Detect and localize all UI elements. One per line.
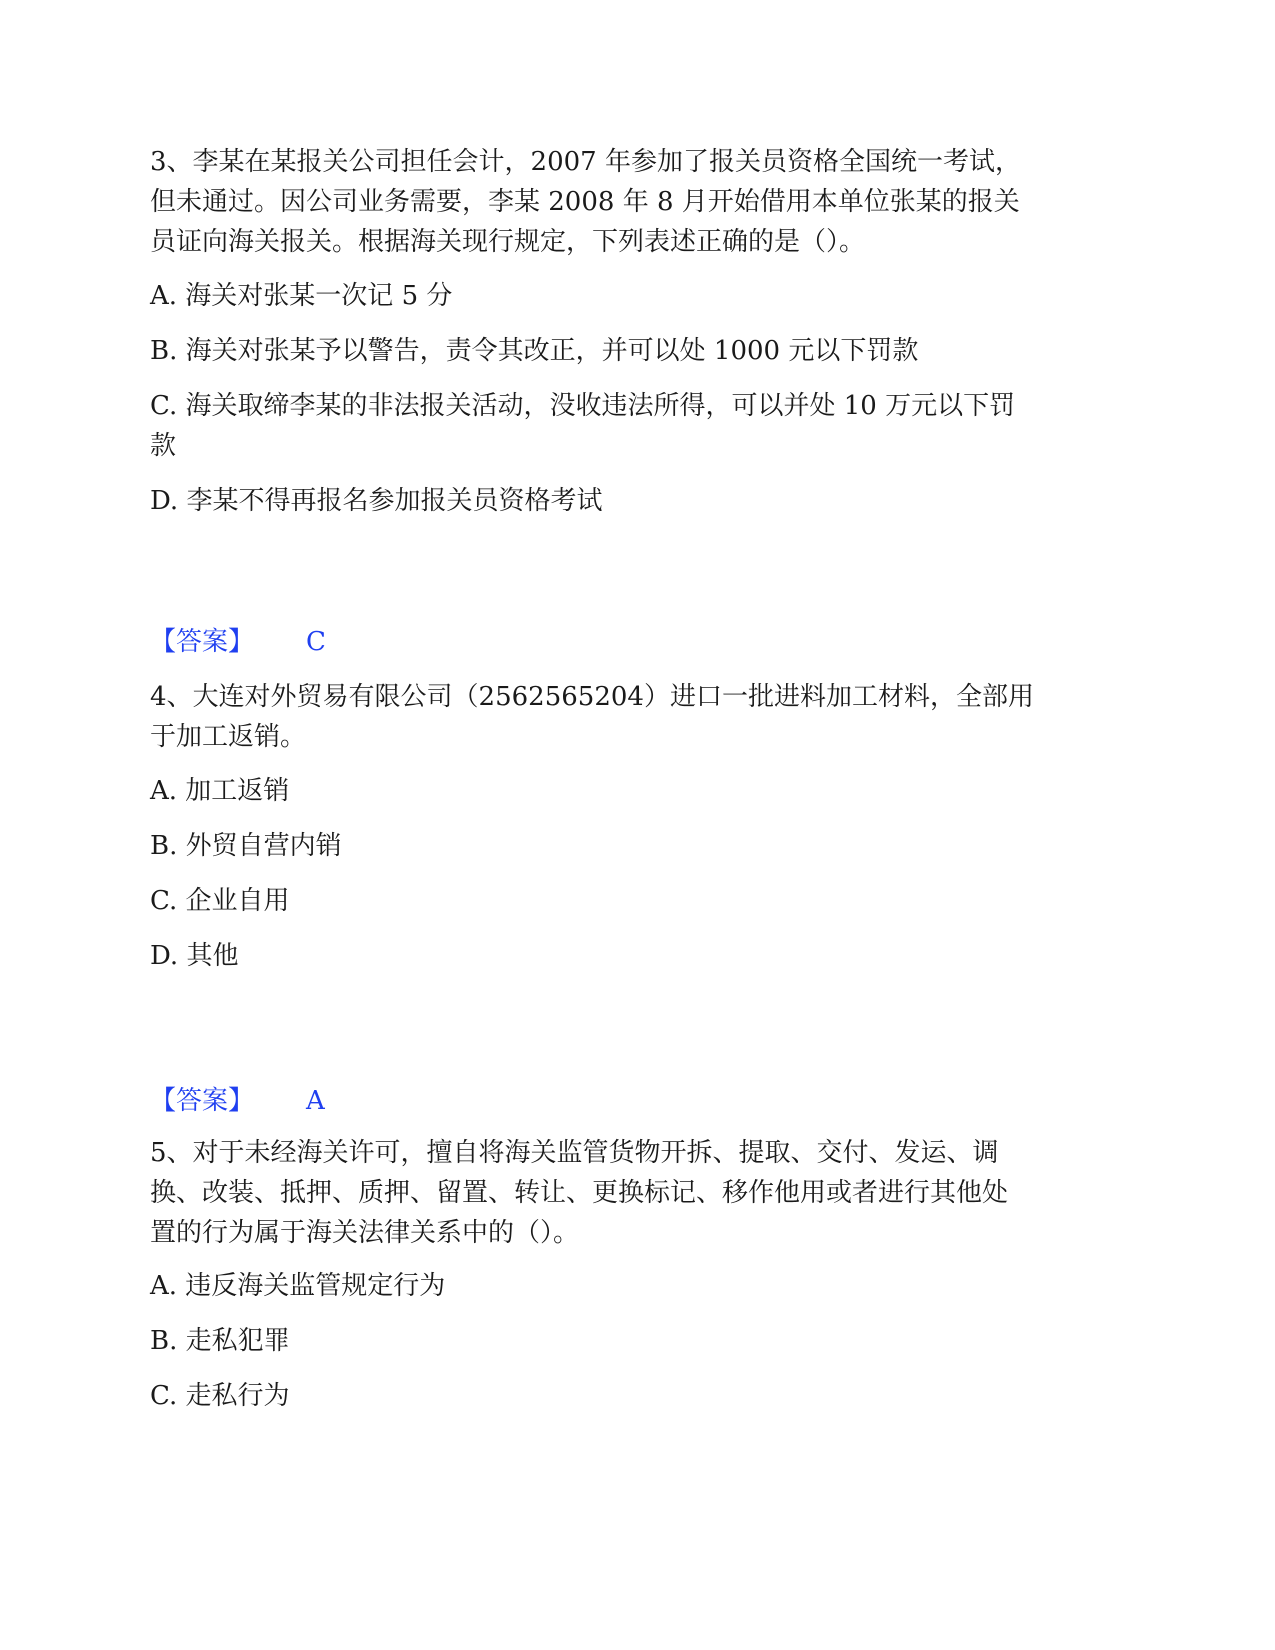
- answer-value: C: [306, 627, 326, 657]
- question-3-stem-line-1: 3、李某在某报关公司担任会计，2007 年参加了报关员资格全国统一考试，: [150, 147, 1021, 177]
- question-5-stem-line-1: 5、对于未经海关许可，擅自将海关监管货物开拆、提取、交付、发运、调: [150, 1138, 999, 1168]
- question-3-stem-line-3: 员证向海关报关。根据海关现行规定，下列表述正确的是（）。: [150, 227, 866, 257]
- question-3-option-c-line-1: C. 海关取缔李某的非法报关活动，没收违法所得，可以并处 10 万元以下罚: [150, 391, 1016, 421]
- answer-label: 【答案】: [150, 1086, 255, 1116]
- question-4-stem-line-1: 4、大连对外贸易有限公司（2562565204）进口一批进料加工材料，全部用: [150, 682, 1034, 712]
- question-4-option-c: C. 企业自用: [150, 886, 290, 916]
- question-3-option-a: A. 海关对张某一次记 5 分: [150, 281, 453, 311]
- answer-value: A: [306, 1086, 325, 1116]
- question-4-stem-line-2: 于加工返销。: [150, 722, 307, 752]
- question-5-option-a: A. 违反海关监管规定行为: [150, 1271, 446, 1301]
- question-5-option-c: C. 走私行为: [150, 1381, 290, 1411]
- question-4-option-d: D. 其他: [150, 941, 239, 971]
- question-4-answer: [150, 1081, 325, 1121]
- question-5-stem-line-3: 置的行为属于海关法律关系中的（）。: [150, 1218, 580, 1248]
- answer-label: 【答案】: [150, 627, 255, 657]
- question-3-stem-line-2: 但未通过。因公司业务需要，李某 2008 年 8 月开始借用本单位张某的报关: [150, 187, 1020, 217]
- document-page: [150, 0, 1130, 1650]
- question-5-stem-line-2: 换、改装、抵押、质押、留置、转让、更换标记、移作他用或者进行其他处: [150, 1178, 1009, 1208]
- question-5-option-b: B. 走私犯罪: [150, 1326, 290, 1356]
- question-3-option-d: D. 李某不得再报名参加报关员资格考试: [150, 486, 603, 516]
- question-4-option-b: B. 外贸自营内销: [150, 831, 342, 861]
- question-3-answer: [150, 622, 326, 662]
- question-3-option-c-line-2: 款: [150, 431, 177, 461]
- question-4-option-a: A. 加工返销: [150, 776, 290, 806]
- question-3-option-b: B. 海关对张某予以警告，责令其改正，并可以处 1000 元以下罚款: [150, 336, 919, 366]
